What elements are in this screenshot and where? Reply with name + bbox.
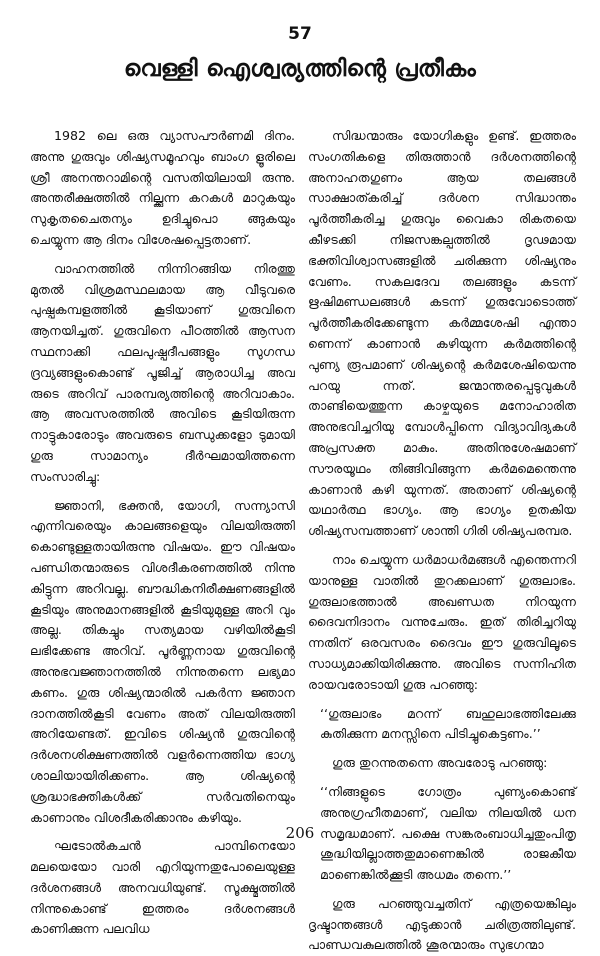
paragraph: 1982 ലെ ഒരു വ്യാസപൗർണമി ദിനം. അന്നു ഗുരുവും ശിഷ്യസമൂഹവും ബാംഗ ളൂരിലെ ശ്രീ അനന്തറാമിന്റെ വസതിയിലായി രുന്നു. അന്തരീക്ഷത്തിൽ നില്ക്കുന്ന കറകൾ മാറുകയും സുകൃതചൈതന്യം ഉദിച്ചുപൊ ങ്ങുകയും ചെയ്യുന്ന ആ ദിനം വിശേഷപ്പെട്ടതാണ്. — [30, 128, 295, 247]
quote: ‘‘ഗുരുലാഭം മറന്ന് ബഹുലാഭത്തിലേക്കു കുതിക്കുന്ന മനസ്സിനെ പിടിച്ചുകെട്ടണം.’’ — [320, 705, 576, 742]
paragraph: നാം ചെയ്യുന്ന ധർമാധർമങ്ങൾ എന്തെന്നറി യാനുള്ള വാതിൽ തുറക്കലാണ് ഗുരുലാഭം. ഗുരുലാഭത്താൽ അഖണ്ഡത നിറയുന്ന ദൈവനിദാനം വന്നുചേരും. ഇത് തിരിച്ചറിയു ന്നതിന് ഒരവസരം ദൈവം ഈ ഗുരുവിലൂടെ സാധ്യമാക്കിയിരിക്കുന്നു. അവിടെ സന്നിഹിത രായവരോടായി ഗുരു പറഞ്ഞു: — [308, 551, 576, 692]
right-column — [308, 126, 576, 953]
chapter-title: വെള്ളി ഐശ്വര്യത്തിന്റെ പ്രതീകം — [123, 56, 477, 82]
page-number: 206 — [285, 824, 315, 842]
chapter-number: 57 — [288, 24, 312, 44]
left-column — [30, 126, 295, 937]
paragraph: ഗുരു പറഞ്ഞുവച്ചതിന് എത്രയെങ്കിലും ദൃഷ്ടാന്തങ്ങൾ എടുക്കാൻ ചരിത്രത്തിലുണ്ട്. പാണ്ഡവകുലത്തിൽ ശൂരന്മാരും സുഭഗന്മാ — [308, 895, 576, 953]
paragraph: ജ്ഞാനി, ഭക്തൻ, യോഗി, സന്ന്യാസി എന്നിവരെയും കാലങ്ങളെയും വിലയിരുത്തി കൊണ്ടുള്ളതായിരുന്നു വിഷയം. ഈ വിഷയം പണ്ഡിതന്മാരുടെ വിശദീകരണത്തിൽ നിന്നു കിട്ടുന്ന അറിവല്ല. ബൗദ്ധികനിരീക്ഷണങ്ങളിൽ കൂടിയും അനുമാനങ്ങളിൽ കൂടിയുമുള്ള അറി വും അല്ല. തികച്ചും സത്യമായ വഴിയിൽകൂടി ലഭിക്കേണ്ട അറിവ്. പൂർണ്ണനായ ഗുരുവിന്റെ അനുഭവജ്ഞാനത്തിൽ നിന്നുതന്നെ ലഭ്യമാ കണം. ഗുരു ശിഷ്യന്മാരിൽ പകർന്ന ജ്ഞാന ദാനത്തിൽകൂടി വേണം അത് വിലയിരുത്തി അറിയേണ്ടത്. ഇവിടെ ശിഷ്യൻ ഗുരുവിന്റെ ദർശനശിക്ഷണത്തിൽ വളർന്നെത്തിയ ഭാഗ്യ ശാലിയായിരിക്കണം. ആ ശിഷ്യന്റെ ശ്രദ്ധാഭക്തികൾക്ക് സർവതിനെയും കാണാനും വിശദീകരിക്കാനും കഴിയും. — [30, 497, 295, 825]
paragraph: വാഹനത്തിൽ നിന്നിറങ്ങിയ നിരത്തു മുതൽ വിശ്രമസ്ഥലമായ ആ വീടുവരെ പുഷ്പകമ്പളത്തിൽ കൂടിയാണ് ഗുരുവിനെ ആനയിച്ചത്. ഗുരുവിനെ പീഠത്തിൽ ആസന സ്ഥനാക്കി ഫലപുഷ്പദീപങ്ങളും സുഗന്ധ ദ്രവ്യങ്ങളുംകൊണ്ട് പൂജിച്ച് ആരാധിച്ച അവ രുടെ അറിവ് പാരമ്പര്യത്തിന്റെ അറിവാകാം. ആ അവസരത്തിൽ അവിടെ കൂടിയിരുന്ന നാട്ടുകാരോടും അവരുടെ ബന്ധുക്കളോ ടുമായി ഗുരു സാമാന്യം ദീർഘമായിത്തന്നെ സംസാരിച്ചു: — [30, 260, 295, 484]
paragraph: സിദ്ധന്മാരും യോഗികളും ഉണ്ട്. ഇത്തരം സംഗതികളെ തിരുത്താൻ ദർശനത്തിന്റെ അനാഹതഗുണം ആയ തലങ്ങൾ സാക്ഷാത്കരിച്ച് ദർശന സിദ്ധാന്തം പൂർത്തീകരിച്ച ഗുരുവും വൈകാ രികതയെ കീഴടക്കി നിജസങ്കല്പത്തിൽ ദൃഢമായ ഭക്തിവിശ്വാസങ്ങളിൽ ചരിക്കുന്ന ശിഷ്യനും വേണം. സകലദേവ തലങ്ങളും കടന്ന് ഋഷിമണ്ഡലങ്ങൾ കടന്ന് ഗുരുവോടൊത്ത് പൂർത്തീകരിക്കേണ്ടുന്ന കർമ്മശേഷി എന്താ ണെന്ന് കാണാൻ കഴിയുന്ന കർമത്തിന്റെ പുണ്യ രൂപമാണ് ശിഷ്യന്റെ കർമശേഷിയെന്നു പറയു ന്നത്. ജന്മാന്തരപ്പെടുവുകൾ താണ്ടിയെത്തുന്ന കാഴ്ചയുടെ മനോഹാരിത അനുഭവിച്ചറിയു മ്പോൾപ്പിന്നെ വിദ്യാവിദ്യകൾ അപ്രസക്ത മാകും. അതിനുശേഷമാണ് സൗരയൂഥം തിങ്ങിവിങ്ങുന്ന കർമമെന്തെന്നു കാണാൻ കഴി യുന്നത്. അതാണ് ശിഷ്യന്റെ യഥാർത്ഥ ഭാഗ്യം. ആ ഭാഗ്യം ഉതകിയ ശിഷ്യസമ്പത്താണ് ശാന്തി ഗിരി ശിഷ്യപരമ്പര. — [308, 128, 576, 539]
paragraph: ഗുരു തുറന്നുതന്നെ അവരോടു പറഞ്ഞു: — [332, 755, 548, 771]
quote: ‘‘നിങ്ങളുടെ ഗോത്രം പുണ്യംകൊണ്ട് അനുഗ്രഹീതമാണ്, വലിയ നിലയിൽ ധന സമൃദ്ധമാണ്. പക്ഷെ സങ്കരംബാധിച്ചതുംപിതൃ ശുദ്ധിയില്ലാത്തതുമാണെങ്കിൽ രാജകീയ മാണെങ്കിൽക്കൂടി അധമം തന്നെ.’’ — [320, 783, 576, 883]
paragraph: ഘടോൽകചൻ പാമ്പിനെയോ മലയെയോ വാരി എറിയുന്നതുപോലെയുള്ള ദർശനങ്ങൾ അനവധിയുണ്ട്. സൂക്ഷ്മത്തിൽ നിന്നുകൊണ്ട് ഇത്തരം ദർശനങ്ങൾ കാണിക്കുന്ന പലവിധ — [30, 838, 295, 937]
